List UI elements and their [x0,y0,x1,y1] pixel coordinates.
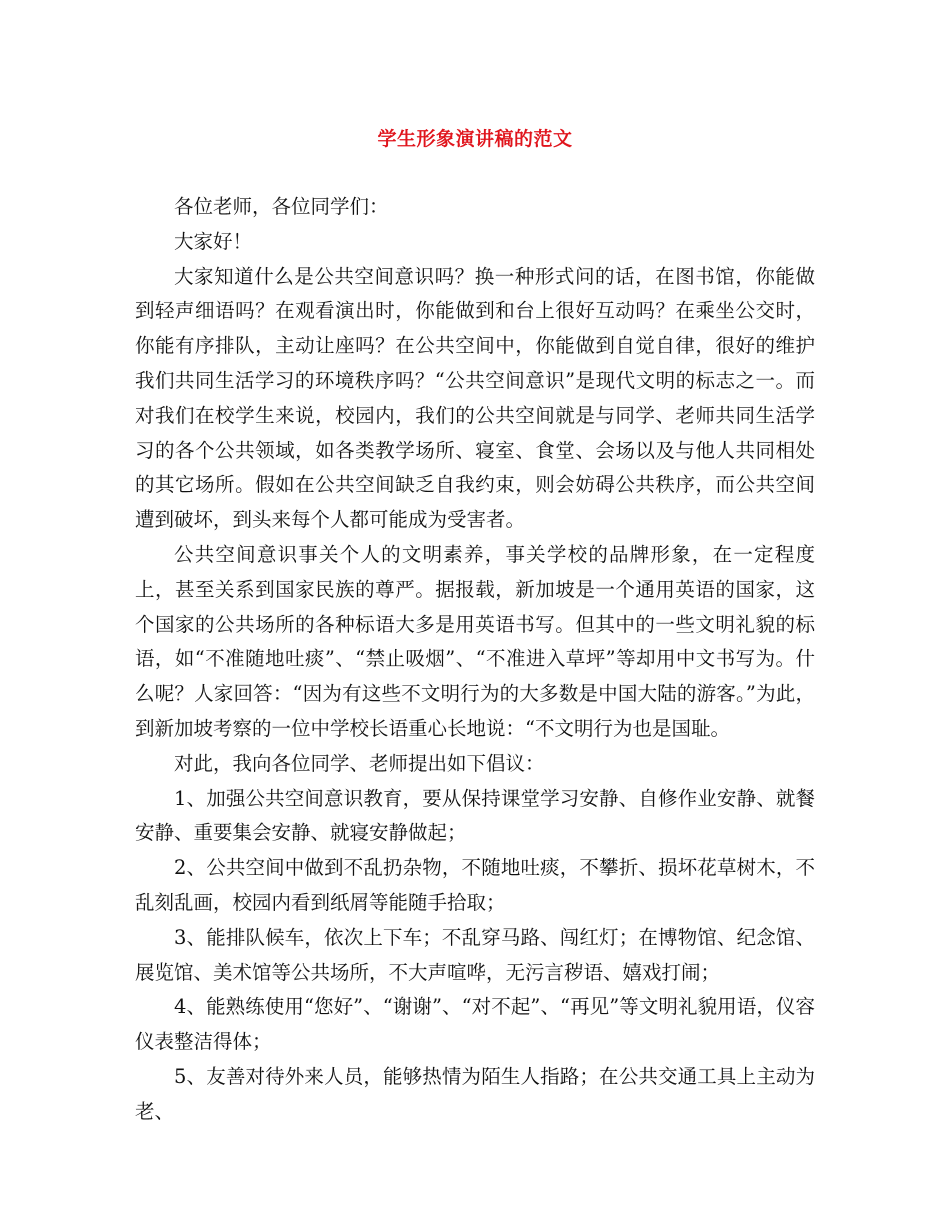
paragraph-public-space: 大家知道什么是公共空间意识吗？换一种形式问的话，在图书馆，你能做到轻声细语吗？在观看演出时，你能做到和台上很好互动吗？在乘坐公交时，你能有序排队，主动让座吗？在公共空间中，你能做到自觉自律，很好的维护我们共同生活学习的环境秩序吗？“公共空间意识”是现代文明的标志之一。而对我们在校学生来说，校园内，我们的公共空间就是与同学、老师共同生活学习的各个公共领域，如各类教学场所、寝室、食堂、会场以及与他人共同相处的其它场所。假如在公共空间缺乏自我约束，则会妨碍公共秩序，而公共空间遭到破坏，到头来每个人都可能成为受害者。 [135,264,815,532]
proposal-item-4: 4、能熟练使用“您好”、“谢谢”、“对不起”、“再见”等文明礼貌用语，仪容仪表整洁得体； [135,995,815,1054]
paragraph-civility: 公共空间意识事关个人的文明素养，事关学校的品牌形象，在一定程度上，甚至关系到国家民族的尊严。据报载，新加坡是一个通用英语的国家，这个国家的公共场所的各种标语大多是用英语书写。但其中的一些文明礼貌的标语，如“不准随地吐痰”、“禁止吸烟”、“不准进入草坪”等却用中文书写为。什么呢？人家回答：“因为有这些不文明行为的大多数是中国大陆的游客。”为此，到新加坡考察的一位中学校长语重心长地说：“不文明行为也是国耻。 [135,542,815,740]
proposal-item-2: 2、公共空间中做到不乱扔杂物，不随地吐痰，不攀折、损坏花草树木，不乱刻乱画，校园内看到纸屑等能随手拾取； [135,856,815,914]
proposal-intro: 对此，我向各位同学、老师提出如下倡议： [174,751,545,775]
document-body [135,190,815,1130]
salutation: 各位老师，各位同学们： [174,195,389,218]
greeting: 大家好！ [174,229,253,253]
proposal-item-1: 1、加强公共空间意识教育，要从保持课堂学习安静、自修作业安静、就餐安静、重要集会安静、就寝安静做起； [135,786,815,845]
proposal-item-5: 5、友善对待外来人员，能够热情为陌生人指路；在公共交通工具上主动为老、 [135,1064,815,1123]
proposal-item-3: 3、能排队候车，依次上下车；不乱穿马路、闯红灯；在博物馆、纪念馆、展览馆、美术馆等公共场所，不大声喧哗，无污言秽语、嬉戏打闹； [135,925,815,984]
document-title: 学生形象演讲稿的范文 [377,128,573,150]
